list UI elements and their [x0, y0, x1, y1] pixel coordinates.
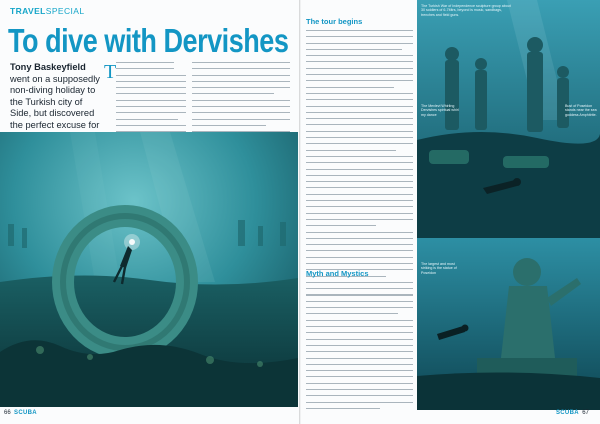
caption-poseidon: The largest and most striking is the statue of Poseidon — [421, 262, 457, 275]
caption-war-sculpture: The Turkish War of Independence sculpture group about 30 soldiers of 6-7Mtrs, beyond is music, sandbags, trenches and field guns. — [421, 4, 511, 17]
left-page-number: 66 — [4, 410, 11, 416]
subhead-tour-begins: The tour begins — [306, 17, 363, 26]
war-sculpture-scene — [417, 0, 600, 238]
underwater-scene — [0, 132, 298, 408]
section-kicker — [10, 6, 85, 16]
standfirst-text: went on a supposedly non-diving holiday to the Turkish city of Side, but discovered the perfect excuse for — [10, 73, 100, 130]
hero-underwater-photo — [0, 132, 298, 408]
article-headline: To dive with Dervishes — [8, 22, 289, 59]
drop-cap: T — [104, 61, 117, 83]
caption-poseidon-bust: Bust of Poseidon stands near the sea goddess Amphitrite. — [565, 104, 597, 117]
standfirst-author: Tony Baskeyfield — [10, 62, 86, 72]
right-page-number: 67 — [582, 410, 589, 416]
body-column-2 — [192, 62, 290, 138]
photo-poseidon-statue — [417, 238, 600, 410]
body-column-1 — [116, 62, 186, 138]
page-gutter — [299, 0, 301, 424]
standfirst — [10, 62, 100, 143]
right-magazine-name: SCUBA — [556, 410, 579, 416]
kicker-thin: SPECIAL — [45, 6, 85, 16]
body-column-4 — [306, 282, 413, 414]
kicker-bold: TRAVEL — [10, 6, 46, 16]
left-folio — [4, 410, 37, 416]
photo-war-sculpture — [417, 0, 600, 238]
subhead-myth-mystics: Myth and Mystics — [306, 269, 369, 278]
right-folio — [556, 410, 589, 416]
body-column-3 — [306, 30, 413, 307]
caption-dervishes: The Mevlevi Whirling Dervishes spiritual whirl my dance — [421, 104, 459, 117]
left-magazine-name: SCUBA — [14, 410, 37, 416]
left-footer — [0, 407, 299, 424]
